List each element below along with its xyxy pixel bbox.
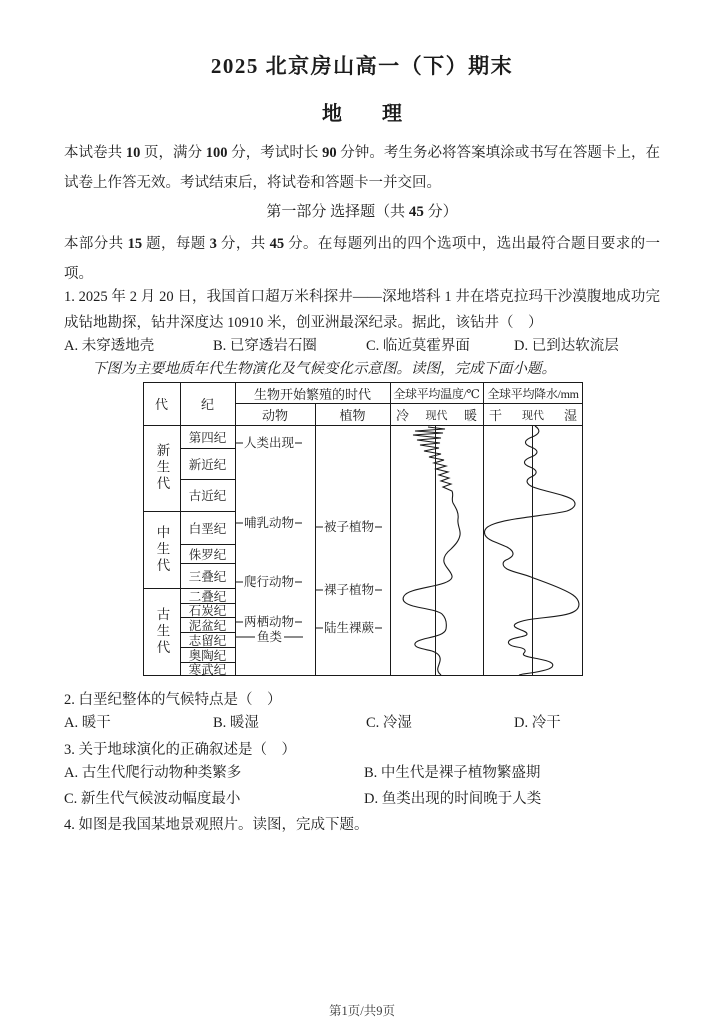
temperature-axis-labels [390,404,483,425]
question-4: 4. 如图是我国某地景观照片。读图，完成下题。 [64,817,369,833]
label-cold: 冷 [396,408,410,423]
question-1: 1. 2025 年 2 月 20 日，我国首口超万米科探井——深地塔科 1 井在塔克拉玛干沙漠腹地成功完成钻地勘探，钻井深度达 10910 米，创亚洲最深纪录。据此，该钻井（ ） [64,289,660,331]
header-plant: 植物 [339,408,366,423]
label-wet: 湿 [563,408,577,423]
section-heading: 第一部分 选择题（共 45 分） [266,204,458,220]
era-paleozoic: 古生代 [154,607,170,657]
q3-option-c: C. 新生代气候波动幅度最小 [64,791,241,807]
question-2-options [64,712,660,734]
label-warm: 暖 [463,408,477,423]
geologic-era-figure [143,382,583,678]
page-number: 第1页/共9页 [329,1004,395,1018]
header-temperature: 全球平均温度/℃ [393,386,480,401]
era-cenozoic: 新生代 [154,443,170,493]
q1-option-b: B. 已穿透岩石圈 [213,338,317,354]
q1-option-c: C. 临近莫霍界面 [366,338,470,354]
question-1-options [64,335,660,357]
precipitation-axis-labels [483,404,583,425]
event-angiosperms: 被子植物 [324,520,375,534]
period-cretaceous: 白垩纪 [188,521,227,536]
q2-option-a: A. 暖干 [64,715,111,731]
period-paleogene: 古近纪 [188,489,227,503]
precipitation-curve [484,426,578,675]
q3-option-d: D. 鱼类出现的时间晚于人类 [364,791,542,807]
question-3-options-row2 [64,788,660,810]
part-instructions: 本部分共 15 题，每题 3 分，共 45 分。在每题列出的四个选项中，选出最符合题目要求的一项。 [64,236,661,282]
era-mesozoic: 中生代 [154,524,170,575]
period-permian: 二叠纪 [188,589,227,604]
period-silurian: 志留纪 [188,633,227,648]
header-animal: 动物 [261,408,288,423]
period-devonian: 泥盆纪 [188,618,227,633]
event-reptiles: 爬行动物 [244,575,295,589]
question-3: 3. 关于地球演化的正确叙述是（ ） [64,742,296,758]
header-era: 代 [154,397,168,412]
subject-title: 地 理 [322,103,402,125]
temperature-curve [403,427,460,675]
period-quaternary: 第四纪 [188,430,227,445]
page-title: 2025 北京房山高一（下）期末 [210,54,514,78]
event-humans-appear: 人类出现 [244,436,295,450]
label-modern-precip: 现代 [522,409,544,422]
q2-option-c: C. 冷湿 [366,715,412,731]
event-amphibians: 两栖动物 [244,615,295,629]
instructions-text: 本试卷共 [64,145,126,161]
q1-option-d: D. 已到达软流层 [514,338,619,354]
header-bio-era: 生物开始繁殖的时代 [253,386,371,402]
period-ordovician: 奥陶纪 [188,648,227,663]
q3-option-a: A. 古生代爬行动物种类繁多 [64,765,242,781]
question-3-options-row1 [64,762,660,784]
header-period: 纪 [200,397,214,412]
event-fish: 鱼类 [257,630,283,644]
period-carboniferous: 石炭纪 [188,604,227,618]
header-precipitation: 全球平均降水/mm [487,386,579,401]
question-2: 2. 白垩纪整体的气候特点是（ ） [64,692,282,708]
period-cambrian: 寒武纪 [188,663,227,677]
q1-option-a: A. 未穿透地壳 [64,338,155,354]
q2-option-b: B. 暖湿 [213,715,259,731]
exam-instructions: 本试卷共 10 页，满分 100 分，考试时长 90 分钟。考生务必将答案填涂或书写在答题卡上，在试卷上作答无效。考试结束后，将试卷和答题卡一并交回。 [64,145,661,191]
annotation-dashes [236,443,382,637]
instructions-number: 10 [125,145,141,161]
label-dry: 干 [489,408,503,423]
figure-intro: 下图为主要地质年代生物演化及气候变化示意图。读图，完成下面小题。 [92,361,556,377]
period-neogene: 新近纪 [188,457,227,472]
q3-option-b: B. 中生代是裸子植物繁盛期 [364,765,541,781]
event-mammals: 哺乳动物 [244,516,295,530]
label-modern-temp: 现代 [425,409,448,422]
period-jurassic: 侏罗纪 [188,547,227,562]
event-gymnosperms: 裸子植物 [324,583,375,597]
event-land-psilophytes: 陆生裸蕨 [324,621,375,635]
period-triassic: 三叠纪 [188,569,227,584]
q2-option-d: D. 冷干 [514,715,561,731]
